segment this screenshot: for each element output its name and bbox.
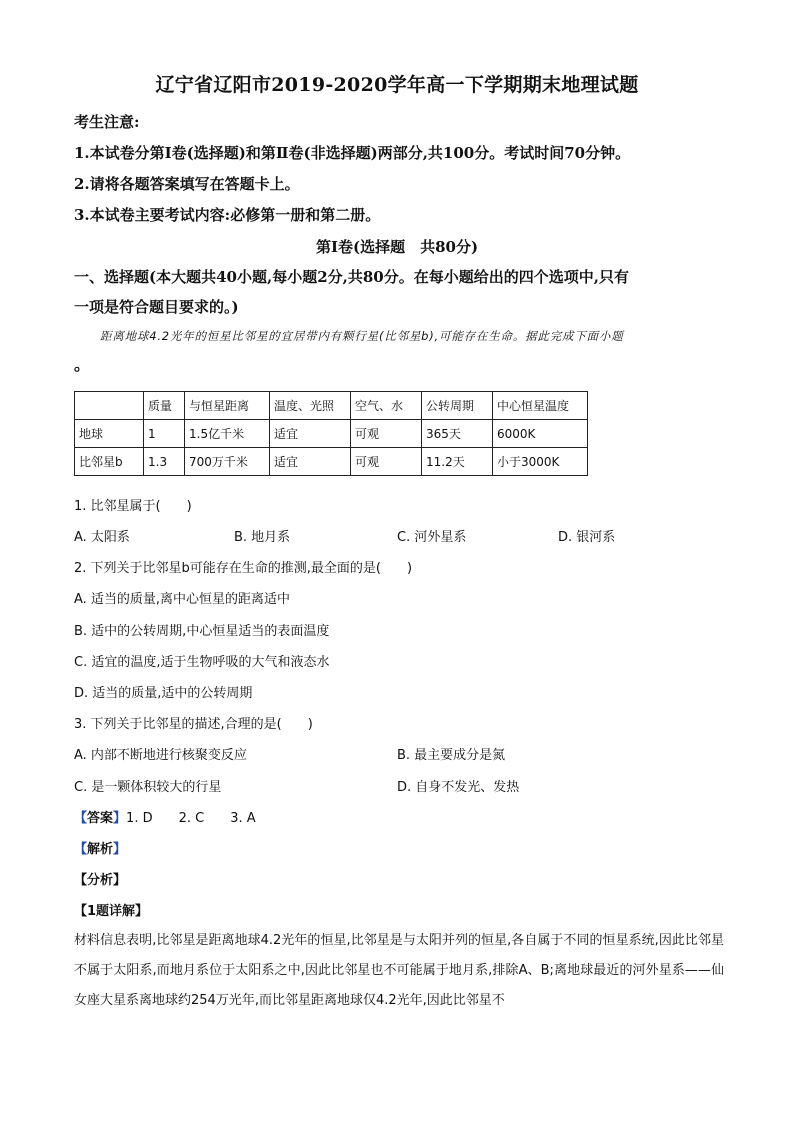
table-header-cell: 与恒星距离 bbox=[185, 392, 270, 420]
table-header-cell: 中心恒星温度 bbox=[493, 392, 588, 420]
analysis-bracket-close: 】 bbox=[113, 842, 127, 857]
table-header-cell: 温度、光照 bbox=[270, 392, 351, 420]
material-period: 。 bbox=[74, 355, 91, 374]
fenxi-tag: 【分析】 bbox=[74, 873, 127, 888]
table-cell: 适宜 bbox=[270, 448, 351, 476]
analysis-tag bbox=[74, 838, 126, 857]
table-header-cell bbox=[75, 392, 144, 420]
material-text: 距离地球4.2光年的恒星比邻星的宜居带内有颗行星(比邻星b),可能存在生命。据此完成下面小题 bbox=[100, 329, 624, 343]
table-cell: 可观 bbox=[351, 448, 422, 476]
table-cell: 地球 bbox=[75, 420, 144, 448]
notice-item-2: 2.请将各题答案填写在答题卡上。 bbox=[74, 175, 300, 193]
question-3-stem: 3. 下列关于比邻星的描述,合理的是( ) bbox=[74, 717, 313, 732]
question-2-stem: 2. 下列关于比邻星b可能存在生命的推测,最全面的是( ) bbox=[74, 561, 413, 576]
table-header-row bbox=[75, 392, 588, 420]
answer-bracket-open: 【 bbox=[74, 811, 88, 826]
question-3-option-c: C. 是一颗体积较大的行星 bbox=[74, 780, 222, 795]
question-2-option-d: D. 适当的质量,适中的公转周期 bbox=[74, 686, 253, 701]
detail-tag: 【1题详解】 bbox=[74, 904, 149, 919]
table-header-cell: 质量 bbox=[144, 392, 185, 420]
notice-item-3: 3.本试卷主要考试内容:必修第一册和第二册。 bbox=[74, 206, 381, 224]
part-one-instruction-line1: 一、选择题(本大题共40小题,每小题2分,共80分。在每小题给出的四个选项中,只有 bbox=[74, 268, 629, 286]
notice-heading: 考生注意: bbox=[74, 113, 140, 131]
table-header-cell: 空气、水 bbox=[351, 392, 422, 420]
table-cell: 小于3000K bbox=[493, 448, 588, 476]
question-1-option-d: D. 银河系 bbox=[558, 530, 616, 545]
table-cell: 可观 bbox=[351, 420, 422, 448]
question-3-option-b: B. 最主要成分是氮 bbox=[397, 748, 506, 763]
section-title: 第Ⅰ卷(选择题 共80分) bbox=[315, 238, 479, 256]
question-3-option-a: A. 内部不断地进行核聚变反应 bbox=[74, 748, 247, 763]
part-one-instruction-line2: 一项是符合题目要求的。) bbox=[74, 298, 239, 316]
question-2-option-a: A. 适当的质量,离中心恒星的距离适中 bbox=[74, 592, 291, 607]
question-1-stem: 1. 比邻星属于( ) bbox=[74, 499, 192, 514]
comparison-table bbox=[74, 391, 588, 476]
table-header-cell: 公转周期 bbox=[422, 392, 493, 420]
answer-values: 1. D 2. C 3. A bbox=[126, 811, 256, 826]
page-title: 辽宁省辽阳市2019-2020学年高一下学期期末地理试题 bbox=[155, 74, 639, 96]
table-cell: 700万千米 bbox=[185, 448, 270, 476]
analysis-label: 解析 bbox=[87, 842, 114, 857]
table-cell: 11.2天 bbox=[422, 448, 493, 476]
question-3-option-d: D. 自身不发光、发热 bbox=[397, 780, 520, 795]
table-cell: 1.5亿千米 bbox=[185, 420, 270, 448]
notice-item-1: 1.本试卷分第Ⅰ卷(选择题)和第Ⅱ卷(非选择题)两部分,共100分。考试时间70分钟。 bbox=[74, 144, 631, 162]
detail-paragraph: 材料信息表明,比邻星是距离地球4.2光年的恒星,比邻星是与太阳并列的恒星,各自属于不同的恒星系统,因此比邻星不属于太阳系,而地月系位于太阳系之中,因此比邻星也不可能属于地月系,排除A、B;离地球最近的河外星系——仙女座大星系离地球约254万光年,而比邻星距离地球仅4.2光年,因此比邻星不 bbox=[74, 933, 724, 1008]
question-1-option-c: C. 河外星系 bbox=[397, 530, 467, 545]
answer-label: 答案 bbox=[87, 811, 114, 826]
analysis-bracket-open: 【 bbox=[74, 842, 88, 857]
table-cell: 1 bbox=[144, 420, 185, 448]
table-cell: 比邻星b bbox=[75, 448, 144, 476]
answer-bracket-close: 】 bbox=[113, 811, 127, 826]
table-row bbox=[75, 420, 588, 448]
question-1-option-b: B. 地月系 bbox=[234, 530, 291, 545]
question-1-option-a: A. 太阳系 bbox=[74, 530, 130, 545]
question-2-option-c: C. 适宜的温度,适于生物呼吸的大气和液态水 bbox=[74, 655, 330, 670]
table-cell: 1.3 bbox=[144, 448, 185, 476]
table-row bbox=[75, 448, 588, 476]
question-2-option-b: B. 适中的公转周期,中心恒星适当的表面温度 bbox=[74, 624, 330, 639]
table-cell: 365天 bbox=[422, 420, 493, 448]
table-cell: 6000K bbox=[493, 420, 588, 448]
table-cell: 适宜 bbox=[270, 420, 351, 448]
answer-line bbox=[74, 807, 256, 826]
